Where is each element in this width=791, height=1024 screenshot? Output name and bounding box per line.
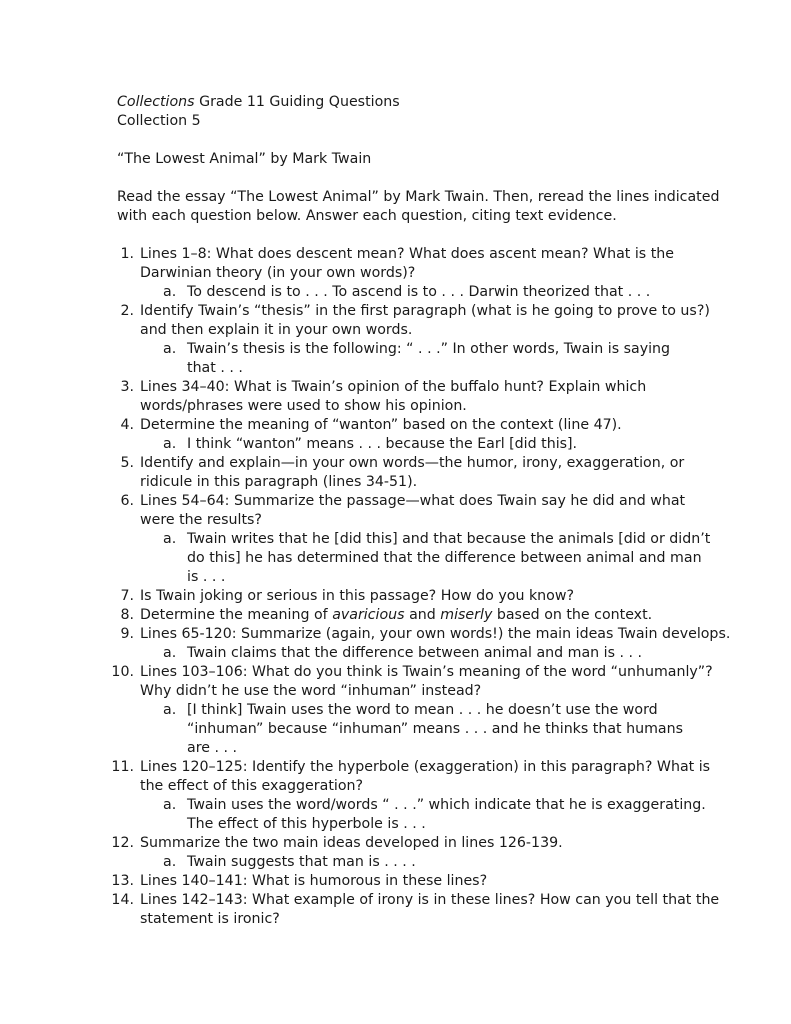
question-text: words/phrases were used to show his opinion. <box>140 398 467 414</box>
instructions-line-1: Read the essay “The Lowest Animal” by Mark Twain. Then, reread the lines indicated <box>117 189 720 205</box>
question-text: Lines 1–8: What does descent mean? What does ascent mean? What is the <box>140 246 674 262</box>
sub-text: To descend is to . . . To ascend is to . . . Darwin theorized that . . . <box>187 284 651 300</box>
sub-text: “inhuman” because “inhuman” means . . . and he thinks that humans <box>187 721 683 737</box>
question-text: Lines 34–40: What is Twain’s opinion of the buffalo hunt? Explain which <box>140 379 647 395</box>
question-text <box>140 606 652 625</box>
question-number: 8. <box>120 607 134 623</box>
sub-text: Twain writes that he [did this] and that because the animals [did or didn’t <box>187 531 711 547</box>
sub-text: [I think] Twain uses the word to mean . . . he doesn’t use the word <box>187 702 658 718</box>
sub-text: that . . . <box>187 360 243 376</box>
grade-text: Grade 11 Guiding Questions <box>194 94 400 110</box>
question-number: 11. <box>111 759 134 775</box>
question-number: 12. <box>111 835 134 851</box>
series-title: Collections <box>117 94 195 110</box>
question-number: 9. <box>120 626 134 642</box>
sub-letter: a. <box>163 702 177 718</box>
question-text: Lines 142–143: What example of irony is in these lines? How can you tell that the <box>140 892 720 908</box>
sub-letter: a. <box>163 645 177 661</box>
sub-text: are . . . <box>187 740 238 756</box>
question-number: 14. <box>111 892 134 908</box>
question-number: 2. <box>120 303 134 319</box>
question-number: 1. <box>120 246 134 262</box>
question-number: 13. <box>111 873 134 889</box>
sub-letter: a. <box>163 341 177 357</box>
q8-text-a: Determine the meaning of <box>140 607 333 623</box>
sub-text: Twain’s thesis is the following: “ . . .” In other words, Twain is saying <box>187 341 671 357</box>
question-text: Lines 103–106: What do you think is Twain’s meaning of the word “unhumanly”? <box>140 664 713 680</box>
question-text: Determine the meaning of “wanton” based on the context (line 47). <box>140 417 622 433</box>
question-text: ridicule in this paragraph (lines 34-51). <box>140 474 418 490</box>
sub-text: Twain uses the word/words “ . . .” which indicate that he is exaggerating. <box>187 797 706 813</box>
question-text: Why didn’t he use the word “inhuman” instead? <box>140 683 482 699</box>
sub-text: do this] he has determined that the difference between animal and man <box>187 550 702 566</box>
question-number: 7. <box>120 588 134 604</box>
sub-letter: a. <box>163 854 177 870</box>
question-text: Lines 65-120: Summarize (again, your own words!) the main ideas Twain develops. <box>140 626 731 642</box>
question-number: 6. <box>120 493 134 509</box>
question-text: Lines 120–125: Identify the hyperbole (exaggeration) in this paragraph? What is <box>140 759 711 775</box>
sub-letter: a. <box>163 436 177 452</box>
sub-letter: a. <box>163 284 177 300</box>
term-avaricious: avaricious <box>332 607 405 623</box>
question-number: 10. <box>111 664 134 680</box>
sub-letter: a. <box>163 531 177 547</box>
question-number: 3. <box>120 379 134 395</box>
question-number: 5. <box>120 455 134 471</box>
question-text: Darwinian theory (in your own words)? <box>140 265 416 281</box>
sub-text: I think “wanton” means . . . because the Earl [did this]. <box>187 436 578 452</box>
question-text: Summarize the two main ideas developed in lines 126-139. <box>140 835 563 851</box>
question-text: and then explain it in your own words. <box>140 322 413 338</box>
sub-text: is . . . <box>187 569 226 585</box>
question-text: Lines 140–141: What is humorous in these lines? <box>140 873 488 889</box>
question-number: 4. <box>120 417 134 433</box>
question-text: were the results? <box>140 512 262 528</box>
sub-text: Twain claims that the difference between animal and man is . . . <box>187 645 643 661</box>
instructions-line-2: with each question below. Answer each question, citing text evidence. <box>117 208 617 224</box>
sub-letter: a. <box>163 797 177 813</box>
term-miserly: miserly <box>440 607 493 623</box>
essay-title: “The Lowest Animal” by Mark Twain <box>117 151 372 167</box>
sub-text: Twain suggests that man is . . . . <box>187 854 416 870</box>
question-text: the effect of this exaggeration? <box>140 778 364 794</box>
sub-text: The effect of this hyperbole is . . . <box>187 816 426 832</box>
question-text: statement is ironic? <box>140 911 280 927</box>
question-text: Lines 54–64: Summarize the passage—what does Twain say he did and what <box>140 493 686 509</box>
collection-label: Collection 5 <box>117 113 201 129</box>
q8-text-c: and <box>404 607 441 623</box>
question-text: Identify and explain—in your own words—the humor, irony, exaggeration, or <box>140 455 685 471</box>
q8-text-e: based on the context. <box>492 607 653 623</box>
question-text: Is Twain joking or serious in this passage? How do you know? <box>140 588 574 604</box>
question-text: Identify Twain’s “thesis” in the first paragraph (what is he going to prove to us?) <box>140 303 710 319</box>
header-title <box>117 93 400 112</box>
